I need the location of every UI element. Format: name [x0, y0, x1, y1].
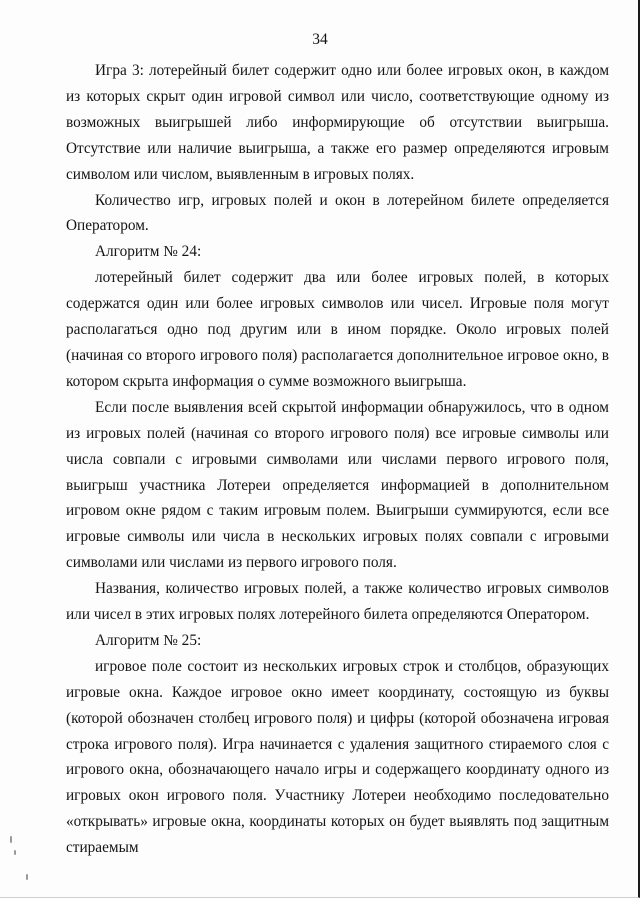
heading-algorithm-25: Алгоритм № 25:	[95, 631, 202, 649]
paragraph-games-count: Количество игр, игровых полей и окон в лотерейном билете определяется Оператором.	[66, 191, 609, 235]
page-body	[66, 58, 609, 861]
paragraph-game-3: Игра 3: лотерейный билет содержит одно или более игровых окон, в каждом из которых скрыт один игровой символ или число, соответствующие одному из возможных выигрышей либо информирующие об отсутствии выигрыша. Отсутствие или наличие выигрыша, а также его размер определяются игровым символом или числом, выявленным в игровых полях.	[66, 62, 609, 183]
paragraph-algorithm-24-operator: Названия, количество игровых полей, а также количество игровых символов или чисел в этих игровых полях лотерейного билета определяются Оператором.	[66, 580, 609, 624]
scan-artifact-mark	[10, 836, 12, 843]
scan-artifact-mark	[26, 874, 28, 880]
scan-artifact-mark	[14, 850, 16, 855]
paragraph-algorithm-24-description: лотерейный билет содержит два или более игровых полей, в которых содержатся один или более игровых символов или чисел. Игровые поля могут располагаться одно под другим или в ином порядке. Около игровых полей (начиная со второго игрового поля) располагается дополнительное игровое окно, в котором скрыта информация о сумме возможного выигрыша.	[66, 269, 609, 390]
paragraph-algorithm-25-description: игровое поле состоит из нескольких игровых строк и столбцов, образующих игровые окна. Каждое игровое окно имеет координату, состоящую из буквы (которой обозначен столбец игрового поля) и цифры (которой обозначена игровая строка игрового поля). Игра начинается с удаления защитного стираемого слоя с игрового окна, обозначающего начало игры и содержащего координату одного из игровых окон игрового поля. Участнику Лотереи необходимо последовательно «открывать» игровые окна, координаты которых он будет выявлять под защитным стираемым	[66, 657, 609, 857]
heading-algorithm-24: Алгоритм № 24:	[95, 243, 202, 261]
paragraph-algorithm-24-win-rules: Если после выявления всей скрытой информации обнаружилось, что в одном из игровых полей (начиная со второго игрового поля) все игровые символы или числа совпали с игровыми символами или числами первого игрового поля, выигрыш участника Лотереи определяется информацией в дополнительном игровом окне рядом с таким игровым полем. Выигрыши суммируются, если все игровые символы или числа в нескольких игровых полях совпали с игровыми символами или числами из первого игрового поля.	[66, 398, 609, 572]
page-number: 34	[312, 31, 328, 48]
